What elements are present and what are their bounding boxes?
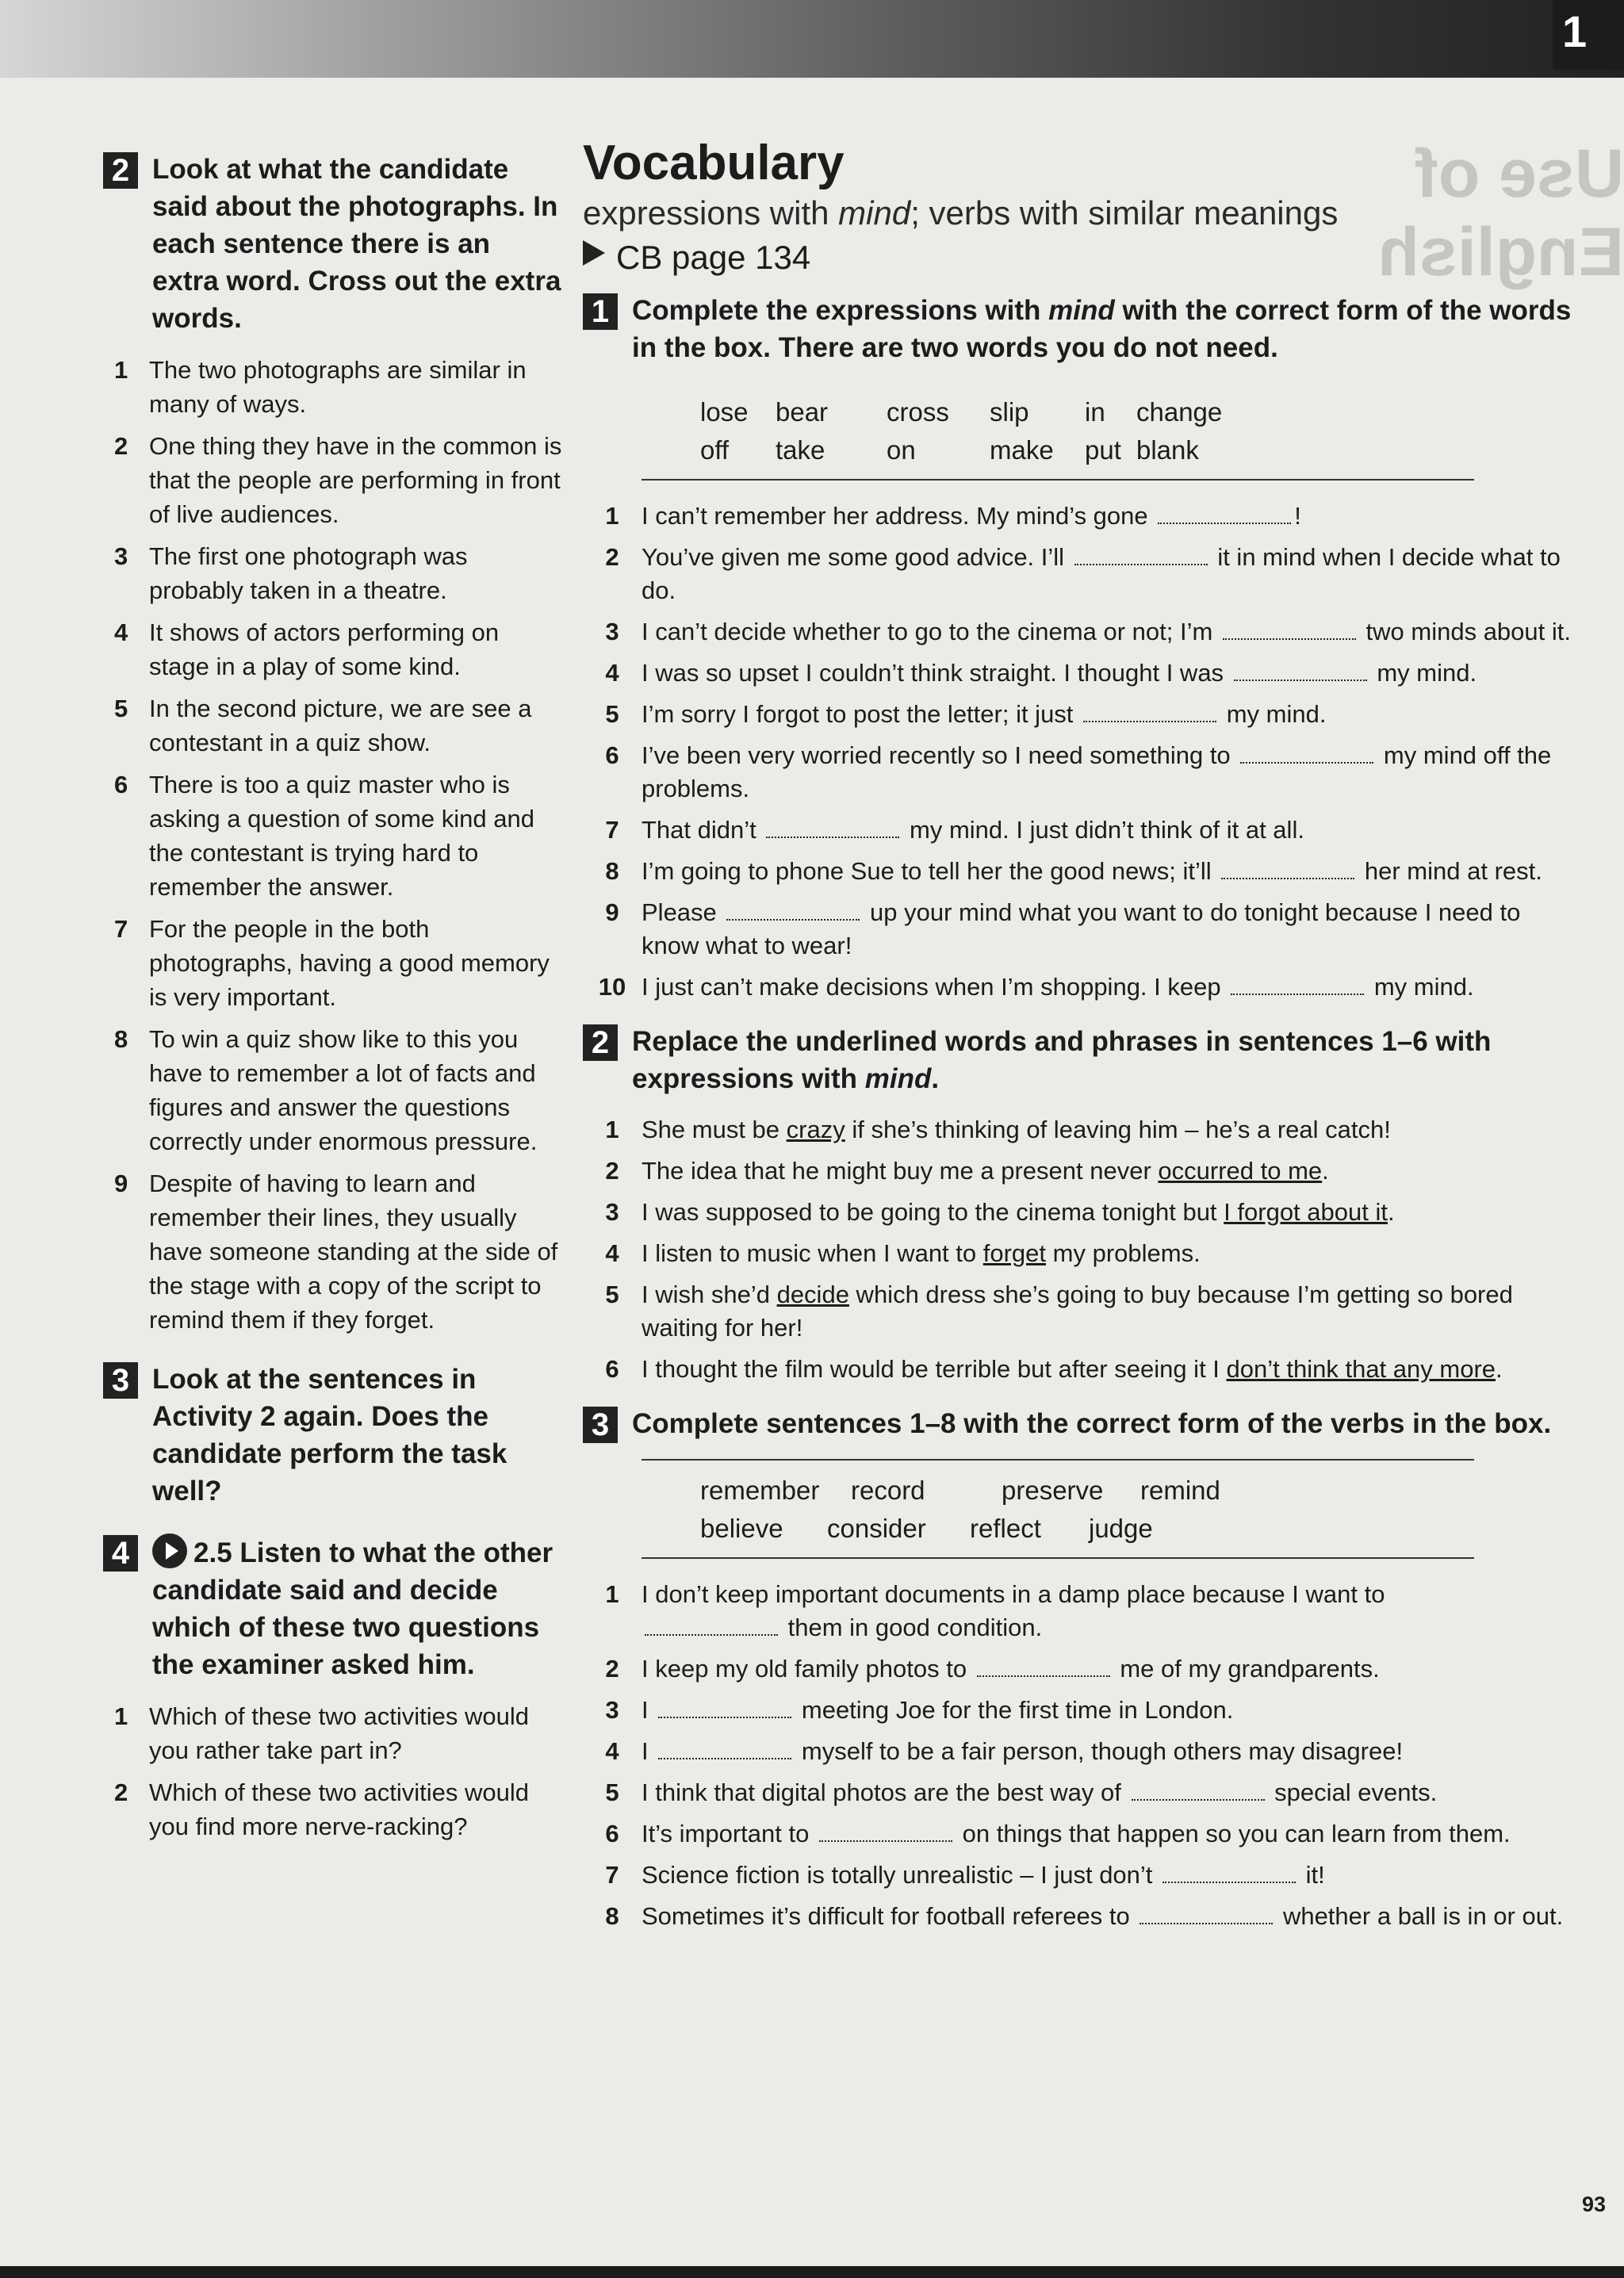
item-text: One thing they have in the common is that the people are performing in front of live audiences. [149,432,562,528]
item-number: 8 [114,1025,128,1053]
subtitle-part: ; verbs with similar meanings [910,194,1339,232]
item-text [642,1652,1574,1686]
item-number: 6 [605,1820,619,1847]
exercise-2-list [103,353,563,1337]
exercise-number: 2 [583,1024,618,1061]
item-number: 3 [605,1198,619,1226]
list-item [583,1154,1574,1188]
sentence-end: my mind. [1377,659,1477,687]
list-item [103,691,563,760]
word-option: lose [700,397,749,427]
sentence-end: it! [1305,1861,1325,1889]
item-number: 6 [114,771,128,798]
list-item [583,1859,1574,1892]
answer-blank[interactable] [1231,973,1364,995]
exercise-number: 4 [103,1535,138,1572]
item-number: 3 [114,542,128,570]
exercise-number: 3 [583,1407,618,1443]
sentence-end: meeting Joe for the first time in London. [801,1696,1234,1724]
item-text: The two photographs are similar in many of ways. [149,356,527,418]
exercise-number: 2 [103,152,138,189]
sentence-end: which dress she’s going to buy because I’m getting so bored waiting for her! [642,1281,1513,1342]
word-box [642,1459,1474,1559]
answer-blank[interactable] [1162,1861,1296,1883]
sentence-start: I just can’t make decisions when I’m shopping. I keep [642,973,1221,1001]
item-text: The first one photograph was probably taken in a theatre. [149,542,468,604]
list-item [103,615,563,683]
list-item [583,896,1574,963]
sentence-start: Sometimes it’s difficult for football referees to [642,1902,1130,1930]
list-item [583,1578,1574,1644]
item-text: In the second picture, we are see a contestant in a quiz show. [149,695,532,756]
word-option: cross [887,397,949,427]
word-option: judge [1089,1514,1153,1543]
sentence-end: my mind. [1373,973,1474,1001]
item-text: Which of these two activities would you rather take part in? [149,1702,529,1764]
item-text: There is too a quiz master who is asking a question of some kind and the contestant is trying hard to remember the answer. [149,771,534,901]
item-number: 1 [605,1116,619,1143]
word-option: off [700,435,730,465]
list-item [583,855,1574,888]
sentence-start: She must be [642,1116,787,1143]
item-text [642,1776,1574,1809]
sentence-start: I wish she’d [642,1281,777,1308]
list-item [583,1900,1574,1933]
page-number: 93 [1582,2192,1607,2216]
sentence-end: ! [1294,502,1301,530]
sentence-start: That didn’t [642,816,756,844]
answer-blank[interactable] [658,1696,791,1718]
item-number: 7 [114,915,128,943]
item-number: 9 [114,1170,128,1197]
item-number: 1 [605,1580,619,1608]
vocab-exercise-3-heading [583,1405,1574,1443]
answer-blank[interactable] [658,1737,791,1759]
sentence-start: You’ve given me some good advice. I’ll [642,543,1065,571]
word-option: believe [700,1514,783,1543]
item-number: 1 [605,502,619,530]
answer-blank[interactable] [645,1614,778,1636]
list-item [583,657,1574,690]
word-option: in [1085,397,1105,427]
underlined-phrase: occurred to me [1158,1157,1323,1185]
sentence-end: . [1387,1198,1395,1226]
cb-page-reference [583,235,1574,281]
item-number: 1 [114,356,128,384]
word-option: reflect [970,1514,1041,1543]
item-text [642,855,1574,888]
exercise-4-list [103,1699,563,1843]
left-column [103,151,563,1851]
list-item [583,500,1574,533]
item-number: 8 [605,857,619,885]
item-text [642,615,1574,649]
sentence-start: I think that digital photos are the best way of [642,1778,1121,1806]
item-text [642,1817,1574,1851]
exercise-instruction: Look at what the candidate said about the photographs. In each sentence there is an extra word. Cross out the extra words. [152,154,561,334]
word-row [700,1472,1474,1510]
subtitle-part: expressions with [583,194,839,232]
audio-track-number: 2.5 [193,1537,232,1568]
list-item [103,1775,563,1843]
sentence-end: them in good condition. [787,1614,1043,1641]
item-number: 2 [114,432,128,460]
instruction-part: Complete the expressions with [632,295,1049,326]
subtitle-emphasis: mind [838,194,911,232]
item-number: 2 [605,1655,619,1683]
sentence-end: myself to be a fair person, though others may disagree! [801,1737,1404,1765]
list-item [583,1652,1574,1686]
item-text: Despite of having to learn and remember their lines, they usually have someone standing at the side of the stage with a copy of the script to remind them if they forget. [149,1170,558,1334]
instruction-part: with the correct form of the words in the box. There are two words you do not need. [632,295,1572,363]
exercise-number: 1 [583,293,618,330]
exercise-instruction [632,292,1574,366]
answer-blank[interactable] [819,1820,952,1842]
item-text [642,1237,1574,1270]
sentence-start: I keep my old family photos to [642,1655,967,1683]
list-item [103,1022,563,1158]
sentence-end: her mind at rest. [1364,857,1542,885]
arrow-right-icon [583,240,605,266]
sentence-start: I can’t remember her address. My mind’s gone [642,502,1148,530]
sentence-start: I can’t decide whether to go to the cinema or not; I’m [642,618,1213,645]
instruction-part: Replace the underlined words and phrases in sentences 1–6 with expressions with [632,1026,1492,1094]
list-item [583,541,1574,607]
answer-blank[interactable] [1139,1902,1273,1924]
item-number: 1 [114,1702,128,1730]
word-option: slip [990,397,1029,427]
list-item [583,971,1574,1004]
list-item [583,739,1574,806]
top-banner [0,0,1624,78]
sentence-start: I listen to music when I want to [642,1239,983,1267]
word-row [700,1510,1474,1548]
sentence-start: I’m going to phone Sue to tell her the good news; it’ll [642,857,1212,885]
sentence-start: I thought the film would be terrible but after seeing it I [642,1355,1227,1383]
sentence-start: The idea that he might buy me a present never [642,1157,1159,1185]
item-text [642,1735,1574,1768]
vocab-exercise-1-heading [583,292,1574,366]
sentence-end: if she’s thinking of leaving him – he’s a real catch! [845,1116,1391,1143]
instruction-emphasis: mind [1048,295,1115,326]
sentence-end: special events. [1274,1778,1438,1806]
item-text [642,698,1574,731]
bottom-border [0,2266,1624,2278]
list-item [583,1817,1574,1851]
sentence-end: two minds about it. [1365,618,1571,645]
item-number: 6 [605,741,619,769]
word-option: record [851,1476,925,1505]
item-number: 5 [605,700,619,728]
answer-blank[interactable] [1221,857,1354,879]
item-number: 10 [598,973,626,1001]
exercise-number: 3 [103,1362,138,1399]
section-title: Vocabulary [583,136,845,190]
item-text [642,896,1574,963]
answer-blank[interactable] [726,898,860,921]
item-number: 4 [605,1737,619,1765]
item-number: 4 [605,1239,619,1267]
word-option: take [776,435,825,465]
instruction-part: . [931,1063,940,1094]
underlined-phrase: I forgot about it [1224,1198,1388,1226]
list-item [103,429,563,531]
item-text [642,657,1574,690]
exercise-instruction: Complete sentences 1–8 with the correct form of the verbs in the box. [632,1408,1552,1439]
sentence-start: I’ve been very worried recently so I need something to [642,741,1231,769]
sentence-end: my mind off the problems. [642,741,1552,802]
word-option: make [990,435,1054,465]
word-option: change [1136,397,1223,427]
answer-blank[interactable] [766,816,899,838]
list-item [583,615,1574,649]
item-number: 7 [605,816,619,844]
item-text [642,1900,1574,1933]
sentence-end: . [1322,1157,1329,1185]
list-item [583,698,1574,731]
item-text: It shows of actors performing on stage in a play of some kind. [149,618,500,680]
item-number: 7 [605,1861,619,1889]
list-item [583,1735,1574,1768]
item-text [642,1154,1574,1188]
sentence-end: me of my grandparents. [1120,1655,1380,1683]
exercise-instruction [632,1023,1574,1097]
item-text [642,1196,1574,1229]
word-option: consider [827,1514,926,1543]
item-text [642,1353,1574,1386]
item-number: 4 [114,618,128,646]
sentence-start: I was supposed to be going to the cinema tonight but [642,1198,1224,1226]
underlined-phrase: don’t think that any more [1226,1355,1496,1383]
exercise-2-heading [103,151,563,337]
item-number: 6 [605,1355,619,1383]
item-text [642,1694,1574,1727]
item-text: For the people in the both photographs, having a good memory is very important. [149,915,550,1011]
list-item [103,539,563,607]
sentence-end: on things that happen so you can learn from them. [962,1820,1511,1847]
exercise-instruction [152,1533,563,1683]
answer-blank[interactable] [1074,543,1208,565]
sentence-start: Please [642,898,717,926]
item-text [642,971,1574,1004]
answer-blank[interactable] [1132,1778,1265,1801]
answer-blank[interactable] [1158,502,1291,524]
instruction-emphasis: mind [864,1063,932,1094]
exercise-3-heading [103,1361,563,1510]
word-option: put [1085,435,1121,465]
list-item [583,1353,1574,1386]
item-number: 8 [605,1902,619,1930]
answer-blank[interactable] [1223,618,1356,640]
item-text [642,1113,1574,1147]
word-option: remember [700,1476,820,1505]
underlined-phrase: crazy [786,1116,845,1143]
word-row [700,393,1474,431]
exercise-instruction: Look at the sentences in Activity 2 again. Does the candidate perform the task well? [152,1364,508,1507]
sentence-end: my mind. I just didn’t think of it at all. [910,816,1304,844]
word-option: remind [1140,1476,1220,1505]
sentence-start: I’m sorry I forgot to post the letter; it just [642,700,1074,728]
item-number: 2 [605,1157,619,1185]
sentence-start: I don’t keep important documents in a damp place because I want to [642,1580,1385,1608]
item-number: 9 [605,898,619,926]
underlined-phrase: forget [982,1239,1047,1267]
list-item [583,1196,1574,1229]
item-text [642,1578,1574,1644]
list-item [583,814,1574,847]
list-item [103,1699,563,1767]
exercise-instruction-text: Listen to what the other candidate said and decide which of these two questions the examiner asked him. [152,1537,553,1680]
sentence-end: it in mind when I decide what to do. [642,543,1561,604]
item-number: 3 [605,1696,619,1724]
chapter-tab: 1 [1553,0,1624,70]
audio-play-icon[interactable] [152,1533,187,1568]
underlined-phrase: decide [776,1281,849,1308]
item-number: 3 [605,618,619,645]
item-number: 2 [114,1778,128,1806]
bleed-through-text: Use of English [1377,136,1624,290]
vocab-exercise-3-list [583,1578,1574,1933]
item-text [642,541,1574,607]
item-text: Which of these two activities would you find more nerve-racking? [149,1778,529,1840]
sentence-end: . [1496,1355,1503,1383]
item-text: To win a quiz show like to this you have to remember a lot of facts and figures and answer the questions correctly under enormous pressure. [149,1025,538,1155]
sentence-end: my mind. [1226,700,1327,728]
item-number: 5 [114,695,128,722]
vocab-exercise-2-list [583,1113,1574,1386]
list-item [103,912,563,1014]
list-item [103,768,563,904]
section-subtitle [583,192,1574,235]
word-option: bear [776,397,829,427]
item-text [642,814,1574,847]
item-number: 5 [605,1281,619,1308]
list-item [583,1694,1574,1727]
word-option: on [887,435,916,465]
list-item [103,1166,563,1337]
item-text [642,1278,1574,1345]
sentence-end: whether a ball is in or out. [1282,1902,1564,1930]
word-option: preserve [1002,1476,1104,1505]
answer-blank[interactable] [1083,700,1216,722]
item-number: 2 [605,543,619,571]
sentence-end: my problems. [1046,1239,1201,1267]
list-item [583,1113,1574,1147]
item-text [642,500,1574,533]
item-number: 4 [605,659,619,687]
list-item [583,1278,1574,1345]
cb-page-label: CB page 134 [616,239,811,276]
list-item [583,1237,1574,1270]
answer-blank[interactable] [977,1655,1110,1677]
vocab-exercise-2-heading [583,1023,1574,1097]
sentence-start: I [642,1696,649,1724]
sentence-start: It’s important to [642,1820,810,1847]
right-column [583,135,1574,1941]
item-text [642,739,1574,806]
list-item [583,1776,1574,1809]
word-box [642,382,1474,480]
sentence-end: up your mind what you want to do tonight because I need to know what to wear! [642,898,1521,959]
word-option: blank [1136,435,1199,465]
exercise-4-heading [103,1533,563,1683]
item-text [642,1859,1574,1892]
sentence-start: Science fiction is totally unrealistic – I just don’t [642,1861,1153,1889]
item-number: 5 [605,1778,619,1806]
list-item [103,353,563,421]
sentence-start: I [642,1737,649,1765]
answer-blank[interactable] [1234,659,1367,681]
vocab-exercise-1-list [583,500,1574,1004]
sentence-start: I was so upset I couldn’t think straight. I thought I was [642,659,1224,687]
word-row [700,431,1474,469]
answer-blank[interactable] [1240,741,1373,764]
